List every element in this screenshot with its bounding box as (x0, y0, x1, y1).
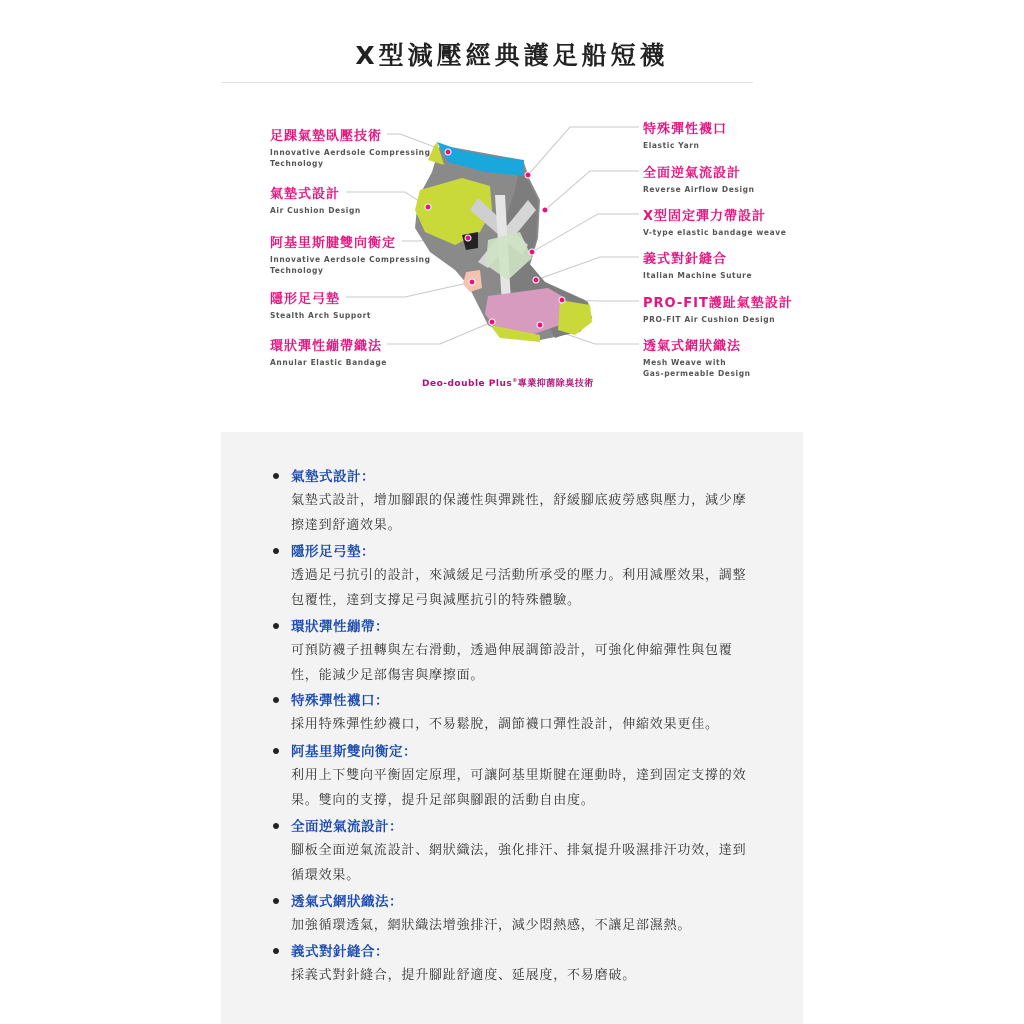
label-achilles: 阿基里斯腱雙向衡定 Innovative Aerdsole Compressing Technology (270, 236, 431, 275)
bullet-icon (273, 697, 279, 703)
leader-line (545, 171, 639, 210)
label-elastic-cuff: 特殊彈性襪口 Elastic Yarn (643, 122, 728, 150)
label-italian-suture: 義式對針縫合 Italian Machine Suture (643, 252, 753, 280)
bullet-icon (273, 548, 279, 554)
label-reverse-airflow: 全面逆氣流設計 Reverse Airflow Design (643, 166, 755, 194)
label-air-cushion: 氣墊式設計 Air Cushion Design (270, 187, 361, 215)
leader-line (536, 257, 639, 280)
label-x-band: X型固定彈力帶設計 V-type elastic bandage weave (643, 209, 787, 237)
leader-line (387, 322, 492, 344)
sock-diagram (0, 0, 1024, 420)
label-profit-toe: PRO-FIT護趾氣墊設計 PRO-FIT Air Cushion Design (643, 296, 793, 324)
label-mesh-weave: 透氣式網狀織法 Mesh Weave with Gas-permeable Design (643, 339, 751, 378)
leader-line (528, 127, 639, 175)
bullet-icon (273, 473, 279, 479)
bullet-icon (273, 748, 279, 754)
sock-illustration (415, 142, 592, 342)
bullet-icon (273, 623, 279, 629)
deo-double-plus-caption: Deo-double Plus®專業抑菌除臭技術 (422, 378, 594, 389)
label-elastic-bandage: 環狀彈性繃帶織法 Annular Elastic Bandage (270, 339, 387, 367)
bullet-icon (273, 948, 279, 954)
features-panel: 氣墊式設計： 氣墊式設計，增加腳跟的保護性與彈跳性，舒緩腳底疲勞感與壓力，減少摩擦達到舒適效果。 隱形足弓墊： 透過足弓抗引的設計，來減緩足弓活動所承受的壓力。利用減壓效果，調整包覆性，達到支撐足弓與減壓抗引的特殊體驗。 環狀彈性繃帶： 可預防襪子扭轉與左右滑動，透過伸展調節設計，可強化伸縮彈性與包覆性，能減少足部傷害與摩擦面。 特殊彈性襪口： 採用特殊彈性紗襪口，不易鬆脫，調節襪口彈性設計，伸縮效果更佳。 阿基里斯雙向衡定： 利用上下雙向平衡固定原理，可讓阿基里斯腱在運動時，達到固定支撐的效果。雙向的支撐，提升足部與腳跟的活動自由度。 全面逆氣流設計： 腳板全面逆氣流設計、網狀織法，強化排汗、排氣提升吸濕排汗功效，達到循環效果。 透氣式網狀織法： 加強循環透氣，網狀織法增強排汗，減少悶熱感，不讓足部濕熱。 義式對針縫合： 採義式對針縫合，提升腳趾舒適度、延展度，不易磨破。 (221, 432, 803, 1024)
label-arch-support: 隱形足弓墊 Stealth Arch Support (270, 292, 372, 320)
bullet-icon (273, 823, 279, 829)
leader-line (532, 214, 639, 252)
bullet-icon (273, 898, 279, 904)
label-ankle-cushion: 足踝氣墊臥壓技術 Innovative Aerdsole Compressing Technology (270, 129, 431, 168)
page-title: X型減壓經典護足船短襪 (355, 41, 669, 70)
